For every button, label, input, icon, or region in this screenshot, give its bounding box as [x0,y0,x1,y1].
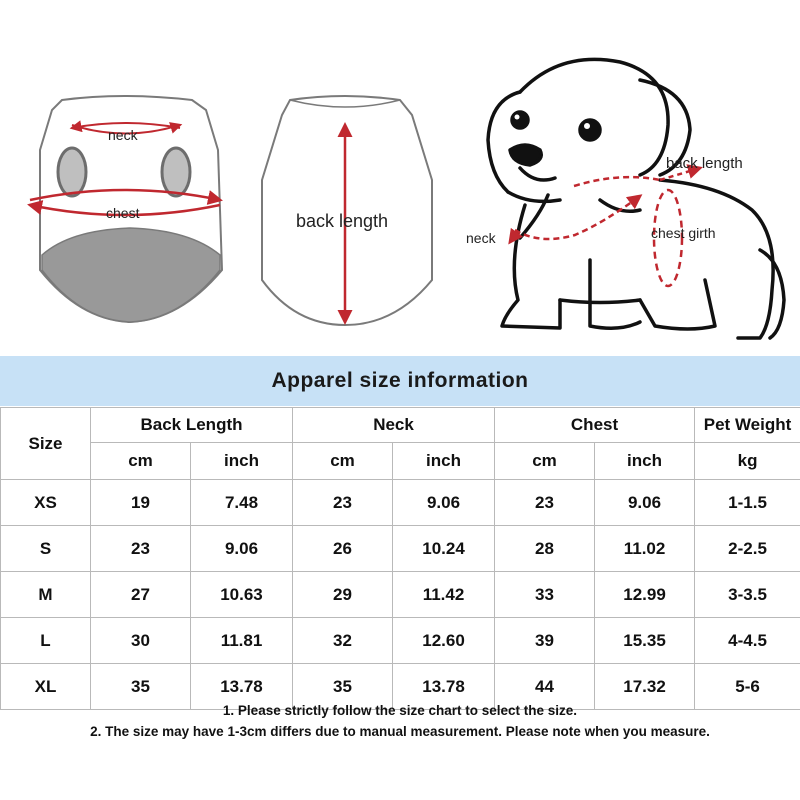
table-cell: 7.48 [191,480,293,526]
table-cell: 4-4.5 [695,618,800,664]
measurement-illustration [0,0,800,352]
table-unit-row [1,443,800,480]
table-cell: 19 [91,480,191,526]
table-cell: 35 [293,664,393,710]
dog-chest-girth-label: chest girth [651,225,716,241]
note-line: 1. Please strictly follow the size chart to select the size. [222,703,578,718]
unit-header: cm [293,443,393,480]
table-title: Apparel size information [0,356,800,406]
table-cell: 23 [91,526,191,572]
table-cell: 15.35 [595,618,695,664]
table-cell: 9.06 [191,526,293,572]
unit-header: kg [695,443,800,480]
table-cell: 32 [293,618,393,664]
table-cell: 13.78 [393,664,495,710]
size-cell: L [1,618,91,664]
unit-header: inch [595,443,695,480]
table-cell: 33 [495,572,595,618]
table-cell: 26 [293,526,393,572]
size-cell: M [1,572,91,618]
table-cell: 10.24 [393,526,495,572]
size-cell: XS [1,480,91,526]
unit-header: inch [393,443,495,480]
table-cell: 23 [293,480,393,526]
table-cell: 35 [91,664,191,710]
table-header-row [1,408,800,443]
size-header: Size [1,408,91,480]
note-line: 2. The size may have 1-3cm differs due to manual measurement. Please note when you measure. [90,724,710,739]
pet-weight-header: Pet Weight [695,408,800,443]
neck-header: Neck [293,408,495,443]
front-shirt-diagram [30,96,222,322]
table-cell: 1-1.5 [695,480,800,526]
dog-neck-label: neck [466,230,496,246]
table-cell: 23 [495,480,595,526]
table-cell: 39 [495,618,595,664]
back-length-label: back length [296,211,389,231]
table-cell: 12.99 [595,572,695,618]
chest-header: Chest [495,408,695,443]
table-cell: 10.63 [191,572,293,618]
unit-header: inch [191,443,293,480]
front-neck-label: neck [108,127,138,143]
table-cell: 44 [495,664,595,710]
table-cell: 9.06 [393,480,495,526]
back-length-header: Back Length [91,408,293,443]
table-cell: 11.02 [595,526,695,572]
table-cell: 9.06 [595,480,695,526]
size-cell: S [1,526,91,572]
size-chart-table [0,407,800,710]
table-cell: 11.81 [191,618,293,664]
table-cell: 3-3.5 [695,572,800,618]
table-cell: 11.42 [393,572,495,618]
table-cell: 29 [293,572,393,618]
table-cell: 13.78 [191,664,293,710]
table-cell: 5-6 [695,664,800,710]
table-cell: 17.32 [595,664,695,710]
size-notes [0,700,800,742]
table-cell: 2-2.5 [695,526,800,572]
table-cell: 27 [91,572,191,618]
unit-header: cm [495,443,595,480]
dog-back-length-label: back length [666,155,743,172]
table-cell: 28 [495,526,595,572]
table-row [1,618,800,664]
front-chest-label: chest [106,205,140,221]
table-cell: 30 [91,618,191,664]
size-cell: XL [1,664,91,710]
table-row [1,480,800,526]
back-shirt-diagram [262,96,432,325]
table-cell: 12.60 [393,618,495,664]
table-row [1,572,800,618]
table-row [1,526,800,572]
unit-header: cm [91,443,191,480]
